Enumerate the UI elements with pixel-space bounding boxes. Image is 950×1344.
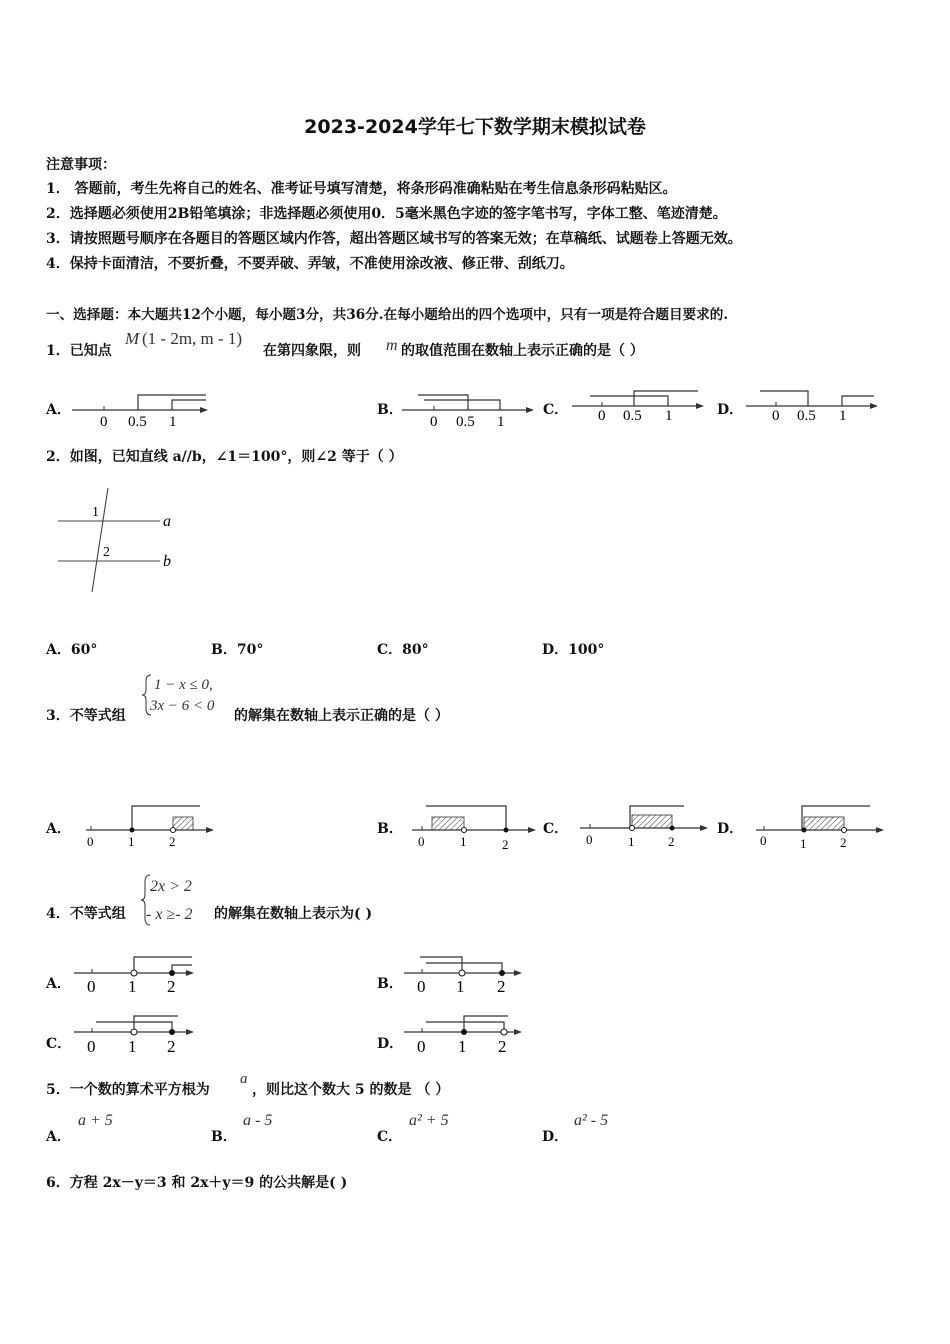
q3-ineq-1: 1 − x ≤ 0,	[154, 677, 213, 693]
q1a-tick-0: 0	[100, 414, 108, 430]
q3-option-d-label[interactable]: D．	[717, 821, 744, 837]
q4-ineq-2: - x ≥- 2	[146, 906, 193, 923]
q3-option-c-numberline[interactable]	[578, 802, 713, 850]
q4-option-a-label[interactable]: A．	[46, 976, 71, 992]
q1c-tick-0: 0	[598, 408, 606, 424]
q2-option-b[interactable]: B．70°	[211, 642, 264, 658]
q2-angle-1: 1	[92, 505, 99, 520]
q5-option-a-label[interactable]: A．	[46, 1129, 71, 1145]
q4c-tick-1: 1	[128, 1037, 137, 1056]
q3d-tick-0: 0	[760, 833, 767, 848]
q3-option-b-numberline[interactable]	[410, 802, 545, 852]
q2-angle-2: 2	[103, 545, 110, 560]
q4-prefix: 4．不等式组	[46, 906, 126, 922]
q1a-tick-05: 0.5	[128, 414, 147, 430]
q3-option-a-numberline[interactable]	[84, 802, 219, 850]
q2-stem: 2．如图，已知直线 a//b，∠1＝100°，则∠2 等于（ ）	[46, 449, 403, 465]
q3-ineq-2: 3x − 6 < 0	[150, 698, 215, 714]
q3d-tick-1: 1	[800, 836, 807, 851]
q5-option-b-label[interactable]: B．	[211, 1129, 237, 1145]
q4c-tick-0: 0	[87, 1037, 96, 1056]
q3d-tick-2: 2	[840, 835, 847, 850]
q2-option-d[interactable]: D．100°	[542, 642, 605, 658]
q4-option-d-label[interactable]: D．	[377, 1036, 404, 1052]
q4-option-c-numberline[interactable]	[72, 1012, 202, 1058]
section-heading: 一、选择题：本大题共12个小题，每小题3分，共36分.在每小题给出的四个选项中，只有一项是符合题目要求的.	[46, 307, 729, 323]
q5-option-c-expr[interactable]: a² + 5	[409, 1112, 449, 1129]
q1-coords: (1 - 2m, m - 1)	[142, 329, 243, 348]
q4-option-b-numberline[interactable]	[402, 952, 532, 998]
q1b-tick-1: 1	[497, 414, 505, 430]
q3-prefix: 3．不等式组	[46, 708, 126, 724]
q3-option-a-label[interactable]: A．	[46, 821, 71, 837]
q3b-tick-1: 1	[460, 834, 467, 849]
q6-stem: 6．方程 2x－y＝3 和 2x＋y＝9 的公共解是( )	[46, 1175, 348, 1191]
q3c-tick-0: 0	[586, 832, 593, 847]
q1-option-a-numberline[interactable]	[70, 386, 210, 430]
q4-option-d-numberline[interactable]	[402, 1012, 532, 1058]
q1-prefix: 1．已知点	[46, 343, 112, 359]
q5-option-d-label[interactable]: D．	[542, 1129, 569, 1145]
q4d-tick-2: 2	[498, 1037, 507, 1056]
q1a-tick-1: 1	[169, 414, 177, 430]
q4-option-c-label[interactable]: C．	[46, 1036, 72, 1052]
q3c-tick-1: 1	[628, 834, 635, 849]
q1d-tick-05: 0.5	[797, 408, 816, 424]
notice-item-4: 4．保持卡面清洁，不要折叠，不要弄破、弄皱，不准使用涂改液、修正带、刮纸刀。	[46, 256, 574, 272]
q1b-tick-0: 0	[430, 414, 438, 430]
q5-suffix: ，则比这个数大 5 的数是 （ ）	[252, 1082, 450, 1098]
q1-suffix: 的取值范围在数轴上表示正确的是（ ）	[401, 343, 644, 359]
q4a-tick-2: 2	[167, 977, 176, 996]
q4-option-a-numberline[interactable]	[72, 952, 202, 998]
q3c-tick-2: 2	[668, 834, 675, 849]
q3-option-c-label[interactable]: C．	[543, 821, 569, 837]
q1-option-c-label[interactable]: C．	[543, 402, 569, 418]
q4-option-b-label[interactable]: B．	[377, 976, 403, 992]
q3-option-d-numberline[interactable]	[754, 800, 889, 852]
q2-option-a[interactable]: A．60°	[46, 642, 98, 658]
q1c-tick-05: 0.5	[623, 408, 642, 424]
q4b-tick-2: 2	[497, 977, 506, 996]
q2-option-c[interactable]: C．80°	[377, 642, 429, 658]
notice-item-3: 3．请按照题号顺序在各题目的答题区域内作答，超出答题区域书写的答案无效；在草稿纸、试题卷上答题无效。	[46, 231, 742, 247]
q3b-tick-0: 0	[418, 834, 425, 849]
q4-suffix: 的解集在数轴上表示为( )	[214, 906, 373, 922]
notice-item-2: 2．选择题必须使用2B铅笔填涂；非选择题必须使用0．5毫米黑色字迹的签字笔书写，字体工整、笔迹清楚。	[46, 206, 727, 222]
q3a-tick-0: 0	[87, 834, 94, 849]
q4c-tick-2: 2	[167, 1037, 176, 1056]
q4b-tick-1: 1	[456, 977, 465, 996]
q1-option-d-numberline[interactable]	[744, 384, 884, 428]
q3-option-b-label[interactable]: B．	[377, 821, 403, 837]
notice-item-1: 1． 答题前，考生先将自己的姓名、准考证号填写清楚，将条形码准确粘贴在考生信息条形码粘贴区。	[46, 181, 677, 197]
q1-option-d-label[interactable]: D．	[717, 402, 744, 418]
q2-line-b: b	[163, 553, 171, 570]
q4a-tick-0: 0	[87, 977, 96, 996]
q3-system-brace	[142, 672, 234, 718]
q5-option-b-expr[interactable]: a - 5	[243, 1112, 273, 1129]
notice-heading: 注意事项：	[46, 157, 116, 173]
q5-option-d-expr[interactable]: a² - 5	[574, 1112, 609, 1129]
q1-option-c-numberline[interactable]	[570, 384, 710, 428]
q1b-tick-05: 0.5	[456, 414, 475, 430]
q3-suffix: 的解集在数轴上表示正确的是（ ）	[234, 708, 449, 724]
q1-option-b-numberline[interactable]	[400, 386, 540, 430]
q4-ineq-1: 2x > 2	[150, 878, 192, 895]
q1d-tick-1: 1	[839, 408, 847, 424]
q5-option-c-label[interactable]: C．	[377, 1129, 403, 1145]
q1-var: m	[386, 337, 398, 354]
q3a-tick-1: 1	[128, 834, 135, 849]
q1d-tick-0: 0	[772, 408, 780, 424]
q1-option-b-label[interactable]: B．	[377, 402, 403, 418]
q5-prefix: 5．一个数的算术平方根为	[46, 1082, 210, 1098]
q4a-tick-1: 1	[128, 977, 137, 996]
q4b-tick-0: 0	[417, 977, 426, 996]
q5-var: a	[240, 1071, 248, 1087]
q1c-tick-1: 1	[665, 408, 673, 424]
q5-option-a-expr[interactable]: a + 5	[78, 1112, 113, 1129]
q4d-tick-1: 1	[458, 1037, 467, 1056]
page-title: 2023-2024学年七下数学期末模拟试卷	[304, 116, 646, 138]
q3a-tick-2: 2	[169, 834, 176, 849]
q1-option-a-label[interactable]: A．	[46, 402, 71, 418]
q1-mid: 在第四象限，则	[263, 343, 361, 359]
q1-point: M	[125, 329, 140, 348]
q4d-tick-0: 0	[417, 1037, 426, 1056]
q2-figure	[52, 484, 192, 600]
q4-system-brace	[140, 872, 220, 928]
q2-line-a: a	[163, 513, 171, 530]
q3b-tick-2: 2	[502, 837, 509, 852]
